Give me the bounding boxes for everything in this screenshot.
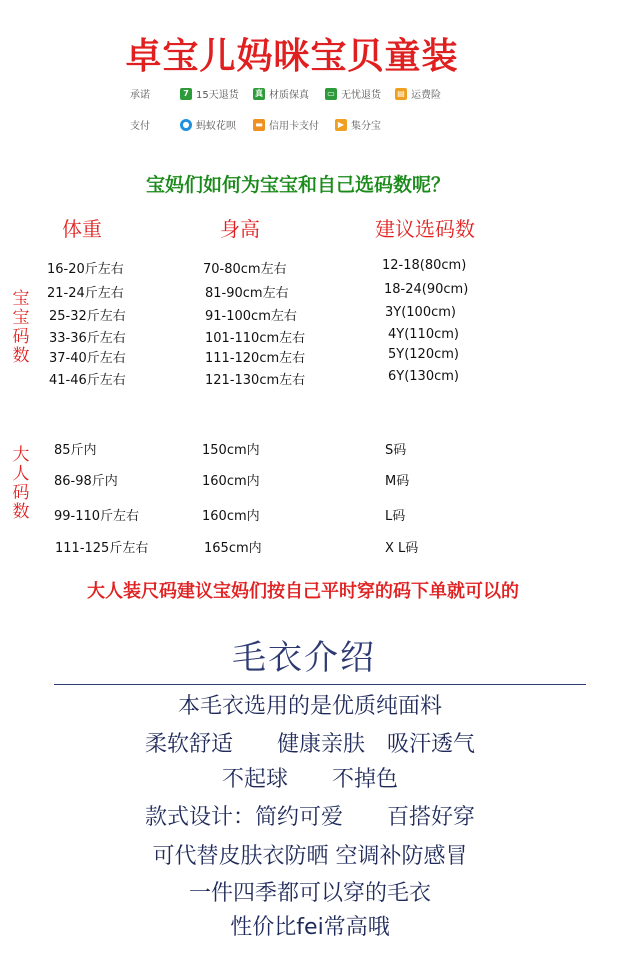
desc-line-7: 性价比fei常高哦 xyxy=(230,915,390,940)
baby-row-4-weight: 33-36斤左右 xyxy=(49,331,126,346)
baby-row-5-weight: 37-40斤左右 xyxy=(49,351,126,366)
baby-row-1-height: 70-80cm左右 xyxy=(203,262,287,277)
promise-worry-free-label: 无忧退货 xyxy=(341,90,381,101)
baby-row-6-size: 6Y(130cm) xyxy=(388,369,459,384)
desc-line-2: 柔软舒适 健康亲肤 吸汗透气 xyxy=(144,732,475,757)
header-weight: 体重 xyxy=(62,217,102,241)
promise-material-genuine[interactable] xyxy=(253,86,309,101)
adult-size-label: 大人码数 xyxy=(12,445,30,522)
huabei-icon: ● xyxy=(180,119,192,131)
promise-label: 承诺 xyxy=(130,90,150,101)
shipping-insurance-icon: ▤ xyxy=(395,88,407,100)
sweater-intro-title: 毛衣介绍 xyxy=(232,638,376,678)
baby-row-3-height: 91-100cm左右 xyxy=(205,309,297,324)
title-divider xyxy=(54,684,586,685)
promise-shipping-insurance[interactable] xyxy=(395,86,441,101)
desc-line-1: 本毛衣选用的是优质纯面料 xyxy=(177,694,442,719)
jifenbao-icon: ▶ xyxy=(335,119,347,131)
header-height: 身高 xyxy=(220,217,260,241)
promise-worry-free-return[interactable] xyxy=(325,86,381,101)
adult-row-3-height: 160cm内 xyxy=(202,509,260,524)
baby-row-1-size: 12-18(80cm) xyxy=(382,258,467,273)
genuine-icon: 真 xyxy=(255,88,263,98)
baby-row-3-size: 3Y(100cm) xyxy=(385,305,456,320)
pay-credit-card[interactable] xyxy=(253,117,319,132)
adult-row-4-height: 165cm内 xyxy=(204,541,262,556)
baby-row-2-size: 18-24(90cm) xyxy=(384,282,469,297)
adult-row-3-weight: 99-110斤左右 xyxy=(54,509,140,524)
adult-row-1-height: 150cm内 xyxy=(202,443,260,458)
promise-15day-label: 15天退货 xyxy=(196,90,239,101)
return-15day-icon: 7 xyxy=(180,88,192,100)
pay-label: 支付 xyxy=(130,121,150,132)
pay-jifenbao-label: 集分宝 xyxy=(351,121,381,132)
baby-row-5-height: 111-120cm左右 xyxy=(205,351,306,366)
adult-row-4-size: X L码 xyxy=(385,541,419,556)
promise-15day-return[interactable] xyxy=(180,86,239,101)
promise-genuine-label: 材质保真 xyxy=(269,90,309,101)
baby-row-1-weight: 16-20斤左右 xyxy=(47,262,124,277)
desc-line-3: 不起球 不掉色 xyxy=(221,767,398,792)
baby-row-3-weight: 25-32斤左右 xyxy=(49,309,126,324)
promise-shipping-label: 运费险 xyxy=(411,90,441,101)
credit-card-icon: ▬ xyxy=(253,119,265,131)
desc-line-4: 款式设计：简约可爱 百搭好穿 xyxy=(144,805,475,830)
adult-row-1-size: S码 xyxy=(385,443,407,458)
pay-huabei[interactable] xyxy=(180,117,236,132)
header-size: 建议选码数 xyxy=(375,217,475,241)
baby-row-6-weight: 41-46斤左右 xyxy=(49,373,126,388)
baby-size-label: 宝宝码数 xyxy=(12,289,30,366)
adult-size-notice: 大人装尺码建议宝妈们按自己平时穿的码下单就可以的 xyxy=(87,581,519,602)
baby-row-2-weight: 21-24斤左右 xyxy=(47,286,124,301)
baby-row-5-size: 5Y(120cm) xyxy=(388,347,459,362)
desc-line-6: 一件四季都可以穿的毛衣 xyxy=(188,881,431,906)
adult-row-2-height: 160cm内 xyxy=(202,474,260,489)
baby-row-6-height: 121-130cm左右 xyxy=(205,373,306,388)
adult-row-3-size: L码 xyxy=(385,509,406,524)
adult-row-4-weight: 111-125斤左右 xyxy=(55,541,149,556)
baby-row-2-height: 81-90cm左右 xyxy=(205,286,289,301)
truck-icon: ▭ xyxy=(325,88,337,100)
desc-line-5: 可代替皮肤衣防晒 空调补防感冒 xyxy=(152,844,468,869)
baby-row-4-height: 101-110cm左右 xyxy=(205,331,306,346)
pay-huabei-label: 蚂蚁花呗 xyxy=(196,121,236,132)
size-question: 宝妈们如何为宝宝和自己选码数呢？ xyxy=(145,174,450,196)
pay-credit-card-label: 信用卡支付 xyxy=(269,121,319,132)
adult-row-1-weight: 85斤内 xyxy=(54,443,97,458)
adult-row-2-size: M码 xyxy=(385,474,410,489)
adult-row-2-weight: 86-98斤内 xyxy=(54,474,118,489)
baby-row-4-size: 4Y(110cm) xyxy=(388,327,459,342)
store-title: 卓宝儿妈咪宝贝童装 xyxy=(125,36,459,77)
pay-jifenbao[interactable] xyxy=(335,117,381,132)
